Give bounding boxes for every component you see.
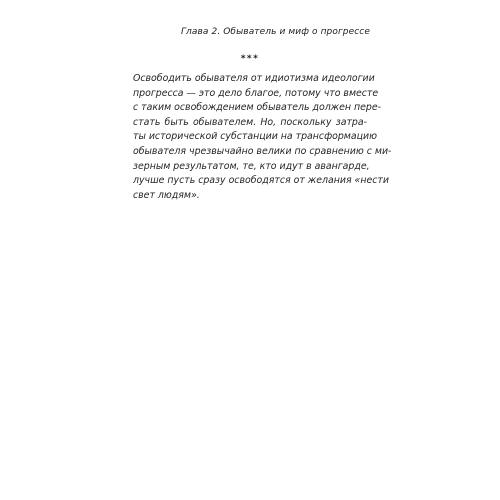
passage-line: стать быть обывателем. Но, поскольку затра-: [133, 116, 367, 128]
passage-line: свет людям».: [133, 189, 200, 201]
section-separator: ***: [240, 54, 260, 64]
passage-line: обывателя чрезвычайно велики по сравнению с ми-: [133, 145, 392, 157]
passage-line: прогресса — это дело благое, потому что вместе: [133, 87, 379, 99]
passage-paragraph: [133, 72, 392, 203]
passage-line: лучше пусть сразу освободятся от желания «нести: [133, 175, 389, 187]
passage-line: с таким освобождением обыватель должен пере-: [133, 102, 382, 114]
passage-line: Освободить обывателя от идиотизма идеологии: [133, 73, 375, 84]
passage-line: зерным результатом, те, кто идут в авангарде,: [133, 160, 370, 172]
passage-line: ты исторической субстанции на трансформацию: [133, 131, 377, 143]
running-header: Глава 2. Обыватель и миф о прогрессе: [180, 27, 370, 37]
